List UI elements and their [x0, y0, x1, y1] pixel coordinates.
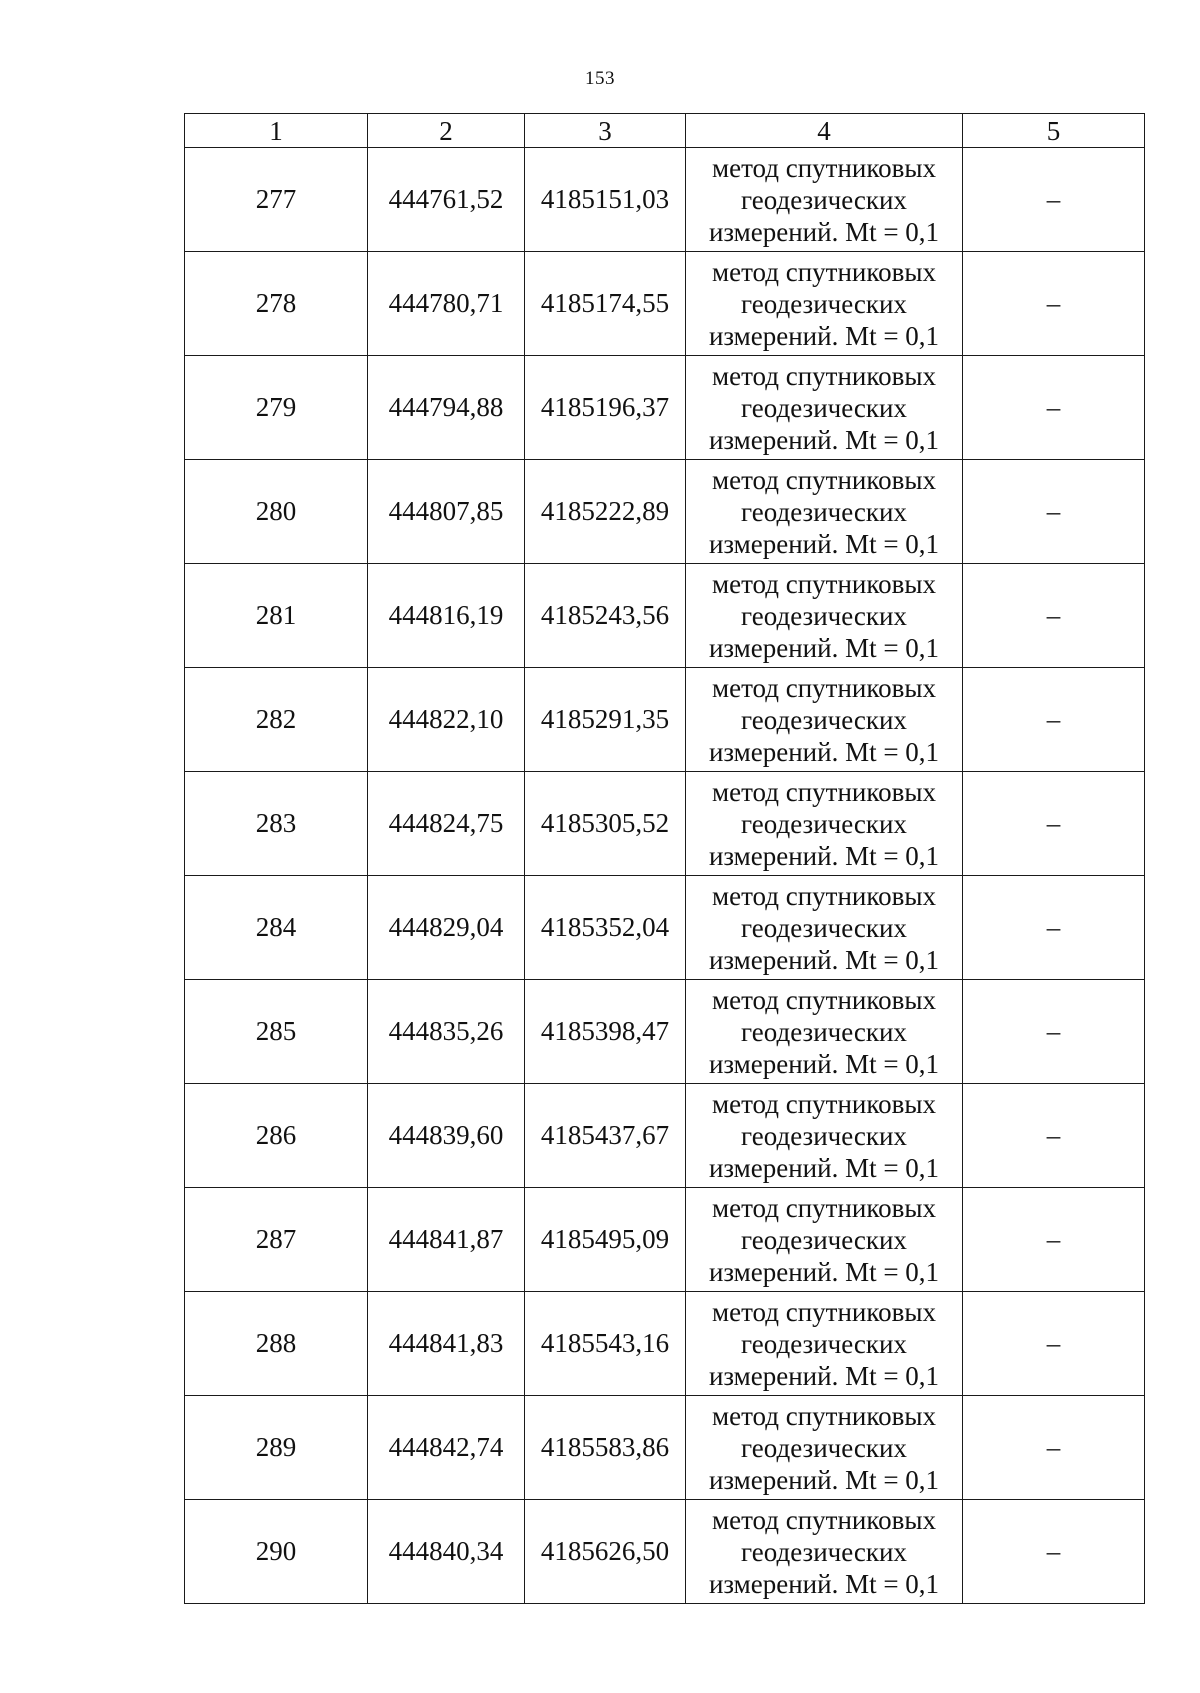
note-cell: –	[963, 252, 1145, 356]
table-row	[185, 668, 1145, 772]
header-row	[185, 114, 1145, 148]
method-cell	[686, 460, 963, 564]
table-row	[185, 1500, 1145, 1604]
method-line: измерений. Mt = 0,1	[708, 840, 940, 871]
table-row	[185, 356, 1145, 460]
method-cell	[686, 1188, 963, 1292]
coordinates-table	[184, 113, 1145, 1604]
method-cell	[686, 876, 963, 980]
method-line: измерений. Mt = 0,1	[708, 1464, 940, 1495]
method-line: метод спутниковых	[712, 880, 936, 911]
method-line: измерений. Mt = 0,1	[708, 736, 940, 767]
note-cell: –	[963, 1396, 1145, 1500]
y-coordinate-cell: 4185305,52	[525, 772, 686, 876]
note-cell: –	[963, 356, 1145, 460]
method-line: метод спутниковых	[712, 672, 936, 703]
method-line: геодезических	[741, 1432, 907, 1463]
method-line: метод спутниковых	[712, 1296, 936, 1327]
point-number-cell: 282	[185, 668, 368, 772]
point-number-cell: 285	[185, 980, 368, 1084]
method-line: измерений. Mt = 0,1	[708, 320, 940, 351]
method-cell	[686, 1292, 963, 1396]
method-line: геодезических	[741, 1016, 907, 1047]
method-line: измерений. Mt = 0,1	[708, 1360, 940, 1391]
method-line: геодезических	[741, 704, 907, 735]
note-cell: –	[963, 460, 1145, 564]
table-row	[185, 1396, 1145, 1500]
y-coordinate-cell: 4185174,55	[525, 252, 686, 356]
point-number-cell: 281	[185, 564, 368, 668]
method-line: измерений. Mt = 0,1	[708, 632, 940, 663]
method-line: измерений. Mt = 0,1	[708, 1152, 940, 1183]
table-row	[185, 1188, 1145, 1292]
method-line: геодезических	[741, 184, 907, 215]
method-cell	[686, 668, 963, 772]
method-line: геодезических	[741, 288, 907, 319]
table-row	[185, 1292, 1145, 1396]
x-coordinate-cell: 444807,85	[368, 460, 525, 564]
x-coordinate-cell: 444842,74	[368, 1396, 525, 1500]
header-col-3: 3	[525, 114, 686, 148]
table-row	[185, 980, 1145, 1084]
x-coordinate-cell: 444780,71	[368, 252, 525, 356]
table-header	[185, 114, 1145, 148]
point-number-cell: 290	[185, 1500, 368, 1604]
method-cell	[686, 980, 963, 1084]
x-coordinate-cell: 444841,83	[368, 1292, 525, 1396]
note-cell: –	[963, 772, 1145, 876]
method-line: измерений. Mt = 0,1	[708, 1568, 940, 1599]
point-number-cell: 277	[185, 148, 368, 252]
table-row	[185, 772, 1145, 876]
page-number: 153	[585, 68, 615, 89]
y-coordinate-cell: 4185543,16	[525, 1292, 686, 1396]
method-line: измерений. Mt = 0,1	[708, 1256, 940, 1287]
method-cell	[686, 1084, 963, 1188]
method-line: геодезических	[741, 1328, 907, 1359]
note-cell: –	[963, 1188, 1145, 1292]
note-cell: –	[963, 1500, 1145, 1604]
point-number-cell: 287	[185, 1188, 368, 1292]
y-coordinate-cell: 4185437,67	[525, 1084, 686, 1188]
y-coordinate-cell: 4185495,09	[525, 1188, 686, 1292]
point-number-cell: 289	[185, 1396, 368, 1500]
method-line: измерений. Mt = 0,1	[708, 1048, 940, 1079]
method-line: измерений. Mt = 0,1	[708, 528, 940, 559]
point-number-cell: 286	[185, 1084, 368, 1188]
method-line: геодезических	[741, 808, 907, 839]
y-coordinate-cell: 4185626,50	[525, 1500, 686, 1604]
point-number-cell: 279	[185, 356, 368, 460]
method-cell	[686, 356, 963, 460]
method-line: геодезических	[741, 392, 907, 423]
y-coordinate-cell: 4185352,04	[525, 876, 686, 980]
y-coordinate-cell: 4185583,86	[525, 1396, 686, 1500]
note-cell: –	[963, 668, 1145, 772]
note-cell: –	[963, 148, 1145, 252]
method-line: метод спутниковых	[712, 984, 936, 1015]
method-line: геодезических	[741, 1536, 907, 1567]
y-coordinate-cell: 4185243,56	[525, 564, 686, 668]
y-coordinate-cell: 4185196,37	[525, 356, 686, 460]
method-line: метод спутниковых	[712, 1192, 936, 1223]
point-number-cell: 278	[185, 252, 368, 356]
method-line: геодезических	[741, 600, 907, 631]
x-coordinate-cell: 444841,87	[368, 1188, 525, 1292]
method-line: метод спутниковых	[712, 152, 936, 183]
method-cell	[686, 772, 963, 876]
method-cell	[686, 1500, 963, 1604]
note-cell: –	[963, 876, 1145, 980]
y-coordinate-cell: 4185151,03	[525, 148, 686, 252]
header-col-1: 1	[185, 114, 368, 148]
y-coordinate-cell: 4185222,89	[525, 460, 686, 564]
method-line: метод спутниковых	[712, 568, 936, 599]
table-row	[185, 252, 1145, 356]
x-coordinate-cell: 444824,75	[368, 772, 525, 876]
method-cell	[686, 564, 963, 668]
method-line: метод спутниковых	[712, 1088, 936, 1119]
header-col-2: 2	[368, 114, 525, 148]
x-coordinate-cell: 444822,10	[368, 668, 525, 772]
x-coordinate-cell: 444839,60	[368, 1084, 525, 1188]
point-number-cell: 283	[185, 772, 368, 876]
method-line: геодезических	[741, 1120, 907, 1151]
point-number-cell: 288	[185, 1292, 368, 1396]
note-cell: –	[963, 980, 1145, 1084]
y-coordinate-cell: 4185291,35	[525, 668, 686, 772]
table-row	[185, 460, 1145, 564]
table-row	[185, 1084, 1145, 1188]
note-cell: –	[963, 1084, 1145, 1188]
method-cell	[686, 148, 963, 252]
x-coordinate-cell: 444840,34	[368, 1500, 525, 1604]
y-coordinate-cell: 4185398,47	[525, 980, 686, 1084]
x-coordinate-cell: 444829,04	[368, 876, 525, 980]
method-line: геодезических	[741, 912, 907, 943]
method-cell	[686, 252, 963, 356]
method-line: измерений. Mt = 0,1	[708, 944, 940, 975]
method-line: метод спутниковых	[712, 776, 936, 807]
method-line: измерений. Mt = 0,1	[708, 424, 940, 455]
header-col-5: 5	[963, 114, 1145, 148]
header-col-4: 4	[686, 114, 963, 148]
method-line: метод спутниковых	[712, 1400, 936, 1431]
table-row	[185, 148, 1145, 252]
method-line: метод спутниковых	[712, 256, 936, 287]
table-body	[185, 148, 1145, 1604]
x-coordinate-cell: 444761,52	[368, 148, 525, 252]
method-line: метод спутниковых	[712, 464, 936, 495]
note-cell: –	[963, 564, 1145, 668]
point-number-cell: 280	[185, 460, 368, 564]
note-cell: –	[963, 1292, 1145, 1396]
x-coordinate-cell: 444794,88	[368, 356, 525, 460]
method-line: геодезических	[741, 1224, 907, 1255]
method-line: метод спутниковых	[712, 1504, 936, 1535]
method-line: геодезических	[741, 496, 907, 527]
method-line: измерений. Mt = 0,1	[708, 216, 940, 247]
table-row	[185, 564, 1145, 668]
x-coordinate-cell: 444835,26	[368, 980, 525, 1084]
method-cell	[686, 1396, 963, 1500]
table-row	[185, 876, 1145, 980]
point-number-cell: 284	[185, 876, 368, 980]
x-coordinate-cell: 444816,19	[368, 564, 525, 668]
method-line: метод спутниковых	[712, 360, 936, 391]
